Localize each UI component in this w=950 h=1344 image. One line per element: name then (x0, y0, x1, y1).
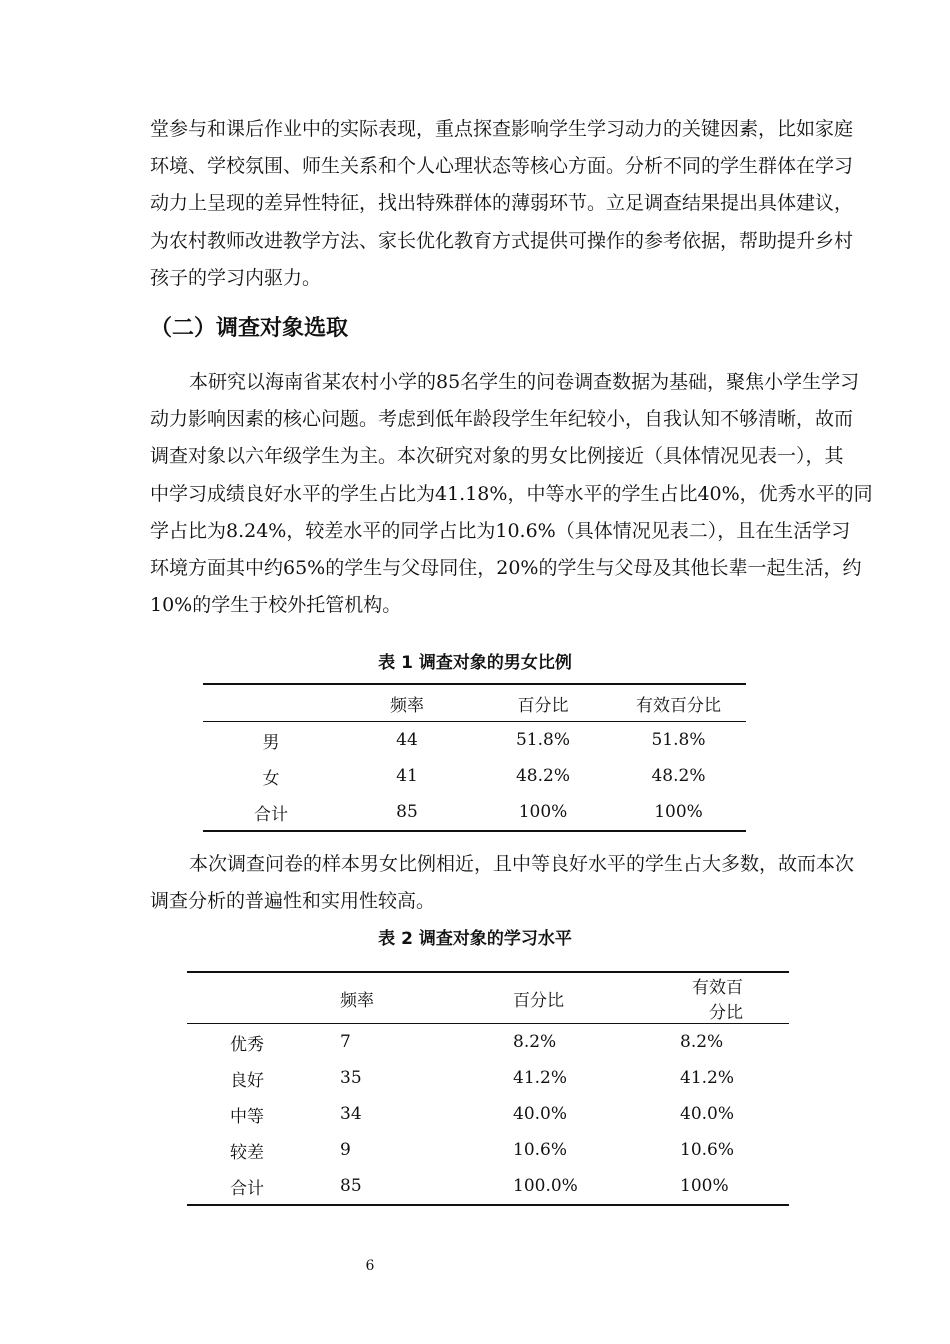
paragraph-2 (150, 364, 873, 624)
table-1 (203, 683, 746, 832)
text-line: 学占比为8.24%，较差水平的同学占比为10.6%（具体情况见表二），且在生活学习 (150, 519, 851, 542)
cell: 41.2% (513, 1068, 568, 1088)
cell: 41 (396, 766, 418, 786)
table-row (203, 794, 746, 831)
table-row (187, 1132, 789, 1168)
cell: 男 (262, 732, 280, 753)
section-heading: （二）调查对象选取 (150, 316, 349, 341)
header-cell: 百分比 (475, 684, 611, 722)
cell: 35 (340, 1068, 362, 1088)
header-cell: 频率 (339, 684, 475, 722)
cell: 40.0% (513, 1104, 568, 1124)
text-line: 堂参与和课后作业中的实际表现，重点探查影响学生学习动力的关键因素，比如家庭 (150, 118, 854, 140)
text-line: 调查对象以六年级学生为主。本次研究对象的男女比例接近（具体情况见表一），其 (150, 445, 844, 468)
cell: 85 (340, 1168, 513, 1205)
header-cell (203, 684, 339, 722)
cell: 10.6% (680, 1140, 735, 1160)
cell: 9 (340, 1140, 351, 1160)
table-row (203, 722, 746, 759)
table-2-caption: 表 2 调查对象的学习水平 (378, 929, 572, 949)
cell: 100% (475, 794, 611, 831)
text-line: 动力影响因素的核心问题。考虑到低年龄段学生年纪较小，自我认知不够清晰，故而 (150, 408, 854, 431)
cell: 48.2% (651, 766, 706, 786)
cell: 100% (611, 794, 746, 831)
cell: 100.0% (513, 1168, 680, 1205)
header-cell: 频率 (340, 972, 513, 1024)
header-cell: 有效百分比 (680, 972, 789, 1024)
cell: 34 (340, 1104, 362, 1124)
table-row (187, 1168, 789, 1205)
header-cell: 百分比 (513, 972, 680, 1024)
cell: 10.6% (513, 1140, 568, 1160)
text-line: 本次调查问卷的样本男女比例相近，且中等良好水平的学生占大多数，故而本次 (189, 853, 855, 875)
cell: 100% (680, 1168, 789, 1205)
table-row (187, 1060, 789, 1096)
cell: 优秀 (230, 1034, 264, 1055)
cell: 44 (396, 730, 418, 750)
cell: 8.2% (513, 1032, 557, 1052)
cell: 女 (262, 768, 280, 789)
header-cell (187, 972, 340, 1024)
cell: 中等 (230, 1106, 264, 1127)
table-row (187, 1024, 789, 1061)
text-line: 10%的学生于校外托管机构。 (150, 594, 402, 617)
cell: 8.2% (680, 1032, 724, 1052)
cell: 51.8% (651, 730, 706, 750)
text-line: 中学习成绩良好水平的学生占比为41.18%，中等水平的学生占比40%，优秀水平的同 (150, 482, 873, 505)
text-line: 动力上呈现的差异性特征，找出特殊群体的薄弱环节。立足调查结果提出具体建议， (150, 192, 854, 215)
text-line: 环境、学校氛围、师生关系和个人心理状态等核心方面。分析不同的学生群体在学习 (150, 155, 854, 178)
cell: 41.2% (680, 1068, 735, 1088)
cell: 7 (340, 1032, 351, 1052)
table-row (203, 758, 746, 794)
cell: 40.0% (680, 1104, 735, 1124)
table-row (187, 1096, 789, 1132)
cell: 良好 (230, 1070, 264, 1091)
table-1-caption: 表 1 调查对象的男女比例 (378, 653, 572, 673)
text-line: 环境方面其中约65%的学生与父母同住，20%的学生与父母及其他长辈一起生活，约 (150, 556, 862, 579)
cell: 合计 (187, 1168, 340, 1205)
text-line: 孩子的学习内驱力。 (150, 266, 322, 289)
cell: 合计 (203, 794, 339, 831)
paragraph-1 (150, 111, 854, 297)
text-line: 调查分析的普遍性和实用性较高。 (150, 890, 436, 913)
cell: 85 (339, 794, 475, 831)
cell: 较差 (230, 1142, 264, 1163)
table-header-row (187, 972, 789, 1024)
table-header-row (203, 684, 746, 722)
paragraph-3 (150, 846, 855, 920)
page-number: 6 (365, 1258, 375, 1274)
cell: 48.2% (515, 766, 570, 786)
header-cell: 有效百分比 (611, 684, 746, 722)
text-line: 本研究以海南省某农村小学的85名学生的问卷调查数据为基础，聚焦小学生学习 (189, 371, 860, 393)
cell: 51.8% (515, 730, 570, 750)
table-2 (187, 971, 789, 1206)
text-line: 为农村教师改进教学方法、家长优化教育方式提供可操作的参考依据，帮助提升乡村 (150, 229, 854, 252)
